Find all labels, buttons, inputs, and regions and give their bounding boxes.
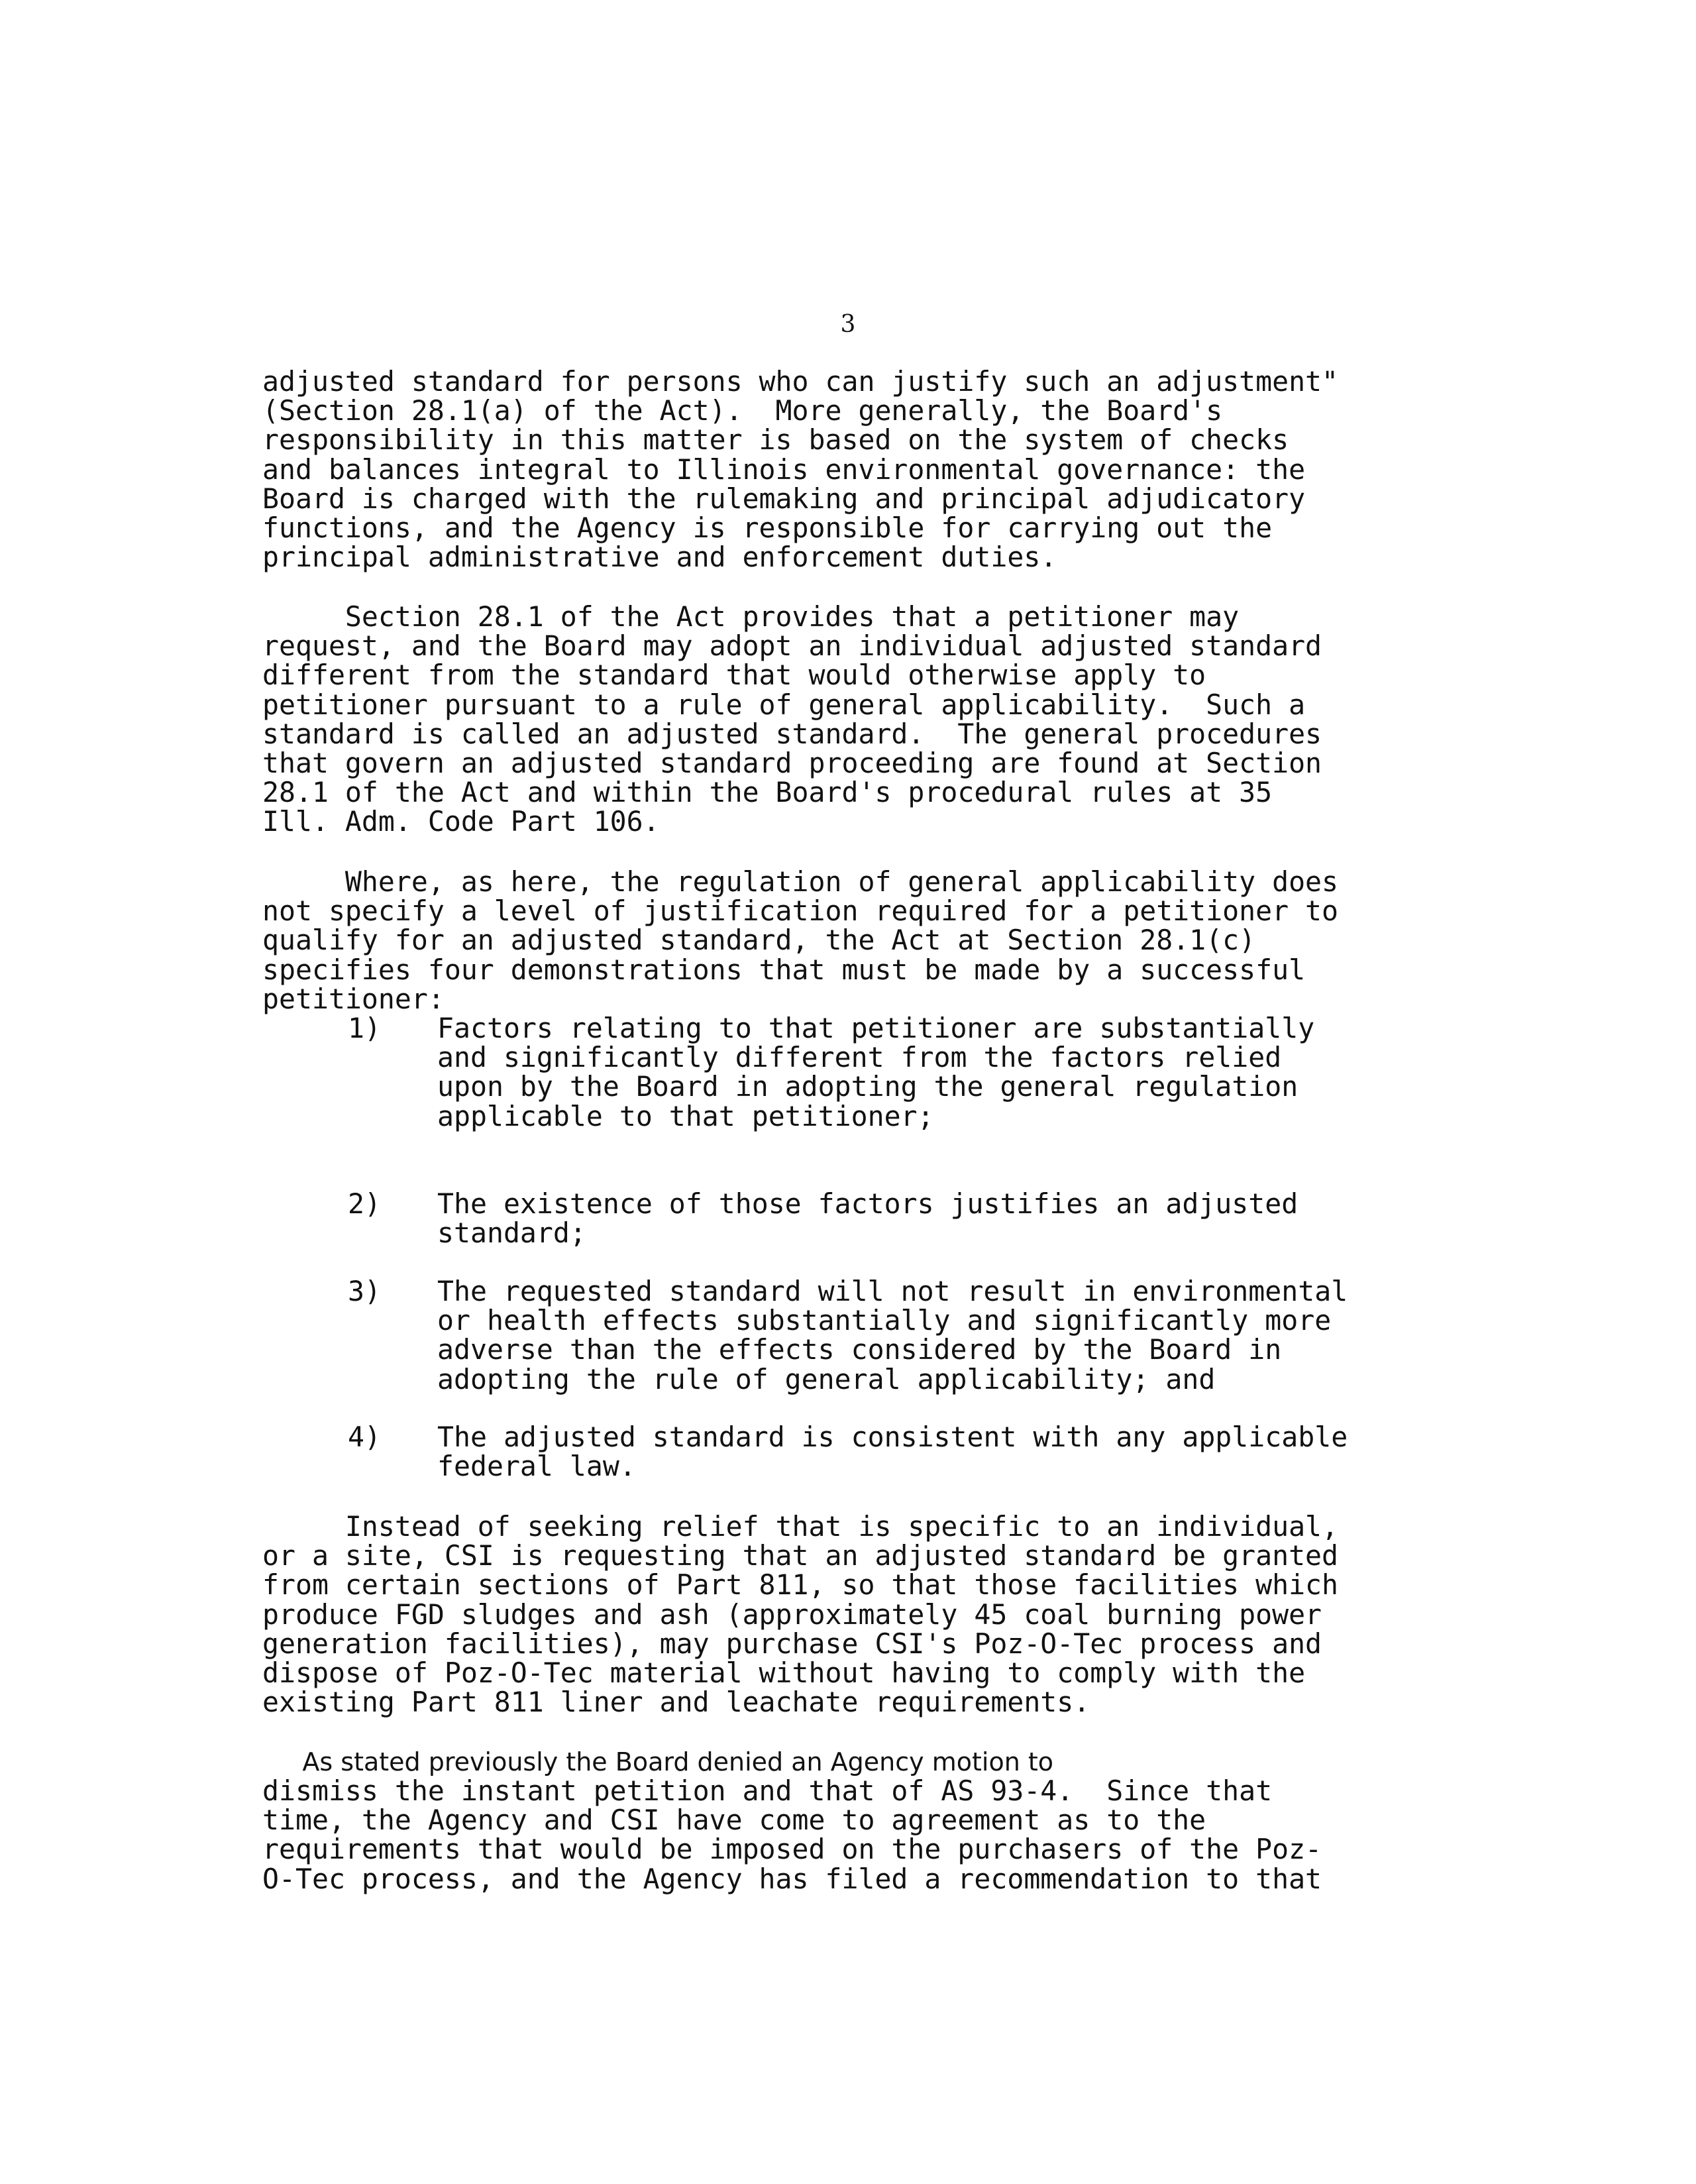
paragraph-adjusted-standard-context: adjusted standard for persons who can justify such an adjustment" (Section 28.1(a) of the Act). More generally, the Board's responsibility in this matter is based on the system of checks and balances integral to Illinois environmental governance: the Board is charged with the rulemaking and principal adjudicatory functions, and the Agency is responsible for carrying out the principal administrative and enforcement duties.: [262, 365, 1339, 574]
paragraph-justification-level: Where, as here, the regulation of general applicability does not specify a level of justification required for a petitioner to qualify for an adjusted standard, the Act at Section 28.1(c) specifies four demonstrations that must be made by a successful petitioner:: [262, 865, 1339, 1015]
list-item-text: The requested standard will not result in environmental or health effects substantially and significantly more adverse than the effects considered by the Board in adopting the rule of general applicability; and: [437, 1275, 1348, 1395]
list-item-text: The adjusted standard is consistent with any applicable federal law.: [437, 1421, 1348, 1483]
page-number: 3: [840, 311, 856, 338]
paragraph-agency-motion: dismiss the instant petition and that of AS 93-4. Since that time, the Agency and CSI have come to agreement as to the requirements that would be imposed on the purchasers of the Poz- O-Tec process, and the Agency has filed a recommendation to that: [262, 1774, 1322, 1895]
paragraph-csi-request: Instead of seeking relief that is specific to an individual, or a site, CSI is requesting that an adjusted standard be granted from certain sections of Part 811, so that those facilities which produce FGD sludges and ash (approximately 45 coal burning power generation facilities), may purchase CSI's Poz-O-Tec process and dispose of Poz-O-Tec material without having to comply with the existing Part 811 liner and leachate requirements.: [262, 1510, 1339, 1719]
list-item-text: Factors relating to that petitioner are substantially and significantly different from the factors relied upon by the Board in adopting the general regulation applicable to that petitioner;: [437, 1012, 1315, 1132]
list-item-number: 3): [348, 1275, 381, 1307]
paragraph-section-28-1: Section 28.1 of the Act provides that a petitioner may request, and the Board may adopt an individual adjusted standard different from the standard that would otherwise apply to petitioner pursuant to a rule of general applicability. Such a standard is called an adjusted standard. The general procedures that govern an adjusted standard proceeding are found at Section 28.1 of the Act and within the Board's procedural rules at 35 Ill. Adm. Code Part 106.: [262, 600, 1322, 838]
list-item-number: 4): [348, 1421, 381, 1453]
list-item-number: 1): [348, 1012, 381, 1044]
list-item-number: 2): [348, 1187, 381, 1220]
paragraph-agency-motion-first-line: As stated previously the Board denied an Agency motion to: [262, 1747, 1054, 1776]
list-item-text: The existence of those factors justifies an adjusted standard;: [437, 1187, 1298, 1250]
